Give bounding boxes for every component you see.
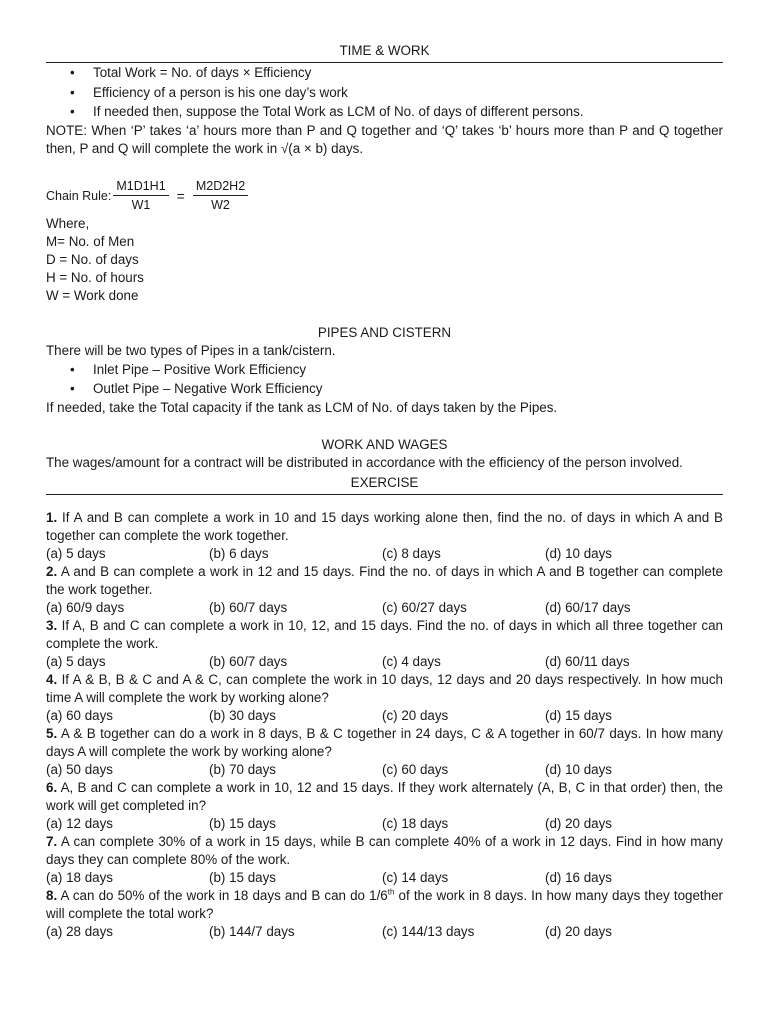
option-c: (c) 4 days xyxy=(382,653,441,669)
question-text: If A, B and C can complete a work in 10, 12, and 15 days. Find the no. of days in which all three together can complete the work. xyxy=(46,617,723,651)
where-label: Where, xyxy=(46,215,90,231)
question xyxy=(46,509,723,563)
question-text: A and B can complete a work in 12 and 15 days. Find the no. of days in which A and B together can complete the work together. xyxy=(46,563,723,597)
option-c: (c) 8 days xyxy=(382,545,441,561)
question-text-cont: of the work in 8 days. In how many days they together will complete the total work? xyxy=(46,887,723,921)
option-a: (a) 18 days xyxy=(46,869,113,885)
answer-options xyxy=(46,815,723,833)
option-c: (c) 20 days xyxy=(382,707,449,723)
section-title-wages: WORK AND WAGES xyxy=(321,436,448,452)
option-d: (d) 60/17 days xyxy=(545,599,631,615)
section-title-exercise: EXERCISE xyxy=(350,474,419,490)
fraction-numerator: M1D1H1 xyxy=(113,178,168,196)
option-b: (b) 60/7 days xyxy=(209,653,288,669)
option-a: (a) 28 days xyxy=(46,923,113,939)
pipes-intro: There will be two types of Pipes in a tank/cistern. xyxy=(46,342,336,358)
fraction-numerator: M2D2H2 xyxy=(193,178,248,196)
section-title-pipes: PIPES AND CISTERN xyxy=(317,324,452,340)
document-page xyxy=(46,42,723,941)
fraction-right xyxy=(193,178,248,213)
option-b: (b) 70 days xyxy=(209,761,276,777)
answer-options xyxy=(46,599,723,617)
question-text: A, B and C can complete a work in 10, 12 and 15 days. If they work alternately (A, B, C in that order) then, the work will get completed in? xyxy=(46,779,723,813)
answer-options xyxy=(46,869,723,887)
option-b: (b) 15 days xyxy=(209,869,276,885)
equals-sign: = xyxy=(176,187,185,204)
question-number: 2. xyxy=(46,563,58,579)
question-number: 3. xyxy=(46,617,58,633)
option-a: (a) 5 days xyxy=(46,653,106,669)
question xyxy=(46,671,723,725)
option-d: (d) 15 days xyxy=(545,707,612,723)
answer-options xyxy=(46,707,723,725)
answer-options xyxy=(46,545,723,563)
bullet-item: • Total Work = No. of days × Efficiency xyxy=(46,63,723,83)
question-number: 1. xyxy=(46,509,58,525)
question xyxy=(46,833,723,887)
option-a: (a) 60/9 days xyxy=(46,599,125,615)
bullet-icon: • xyxy=(70,104,75,119)
option-c: (c) 14 days xyxy=(382,869,449,885)
option-a: (a) 60 days xyxy=(46,707,113,723)
pipes-bullets xyxy=(46,360,723,399)
bullet-icon: • xyxy=(70,361,75,377)
bullet-icon: • xyxy=(70,381,75,396)
question-number: 4. xyxy=(46,671,58,687)
section-title-time-work: TIME & WORK xyxy=(339,43,430,58)
wages-text: The wages/amount for a contract will be distributed in accordance with the efficiency of the person involved. xyxy=(46,454,683,470)
option-c: (c) 60 days xyxy=(382,761,449,777)
option-c: (c) 18 days xyxy=(382,815,449,831)
option-b: (b) 15 days xyxy=(209,815,276,831)
time-work-bullets xyxy=(46,63,723,122)
definition-line: W = Work done xyxy=(46,287,139,303)
question xyxy=(46,887,723,941)
fraction-denominator: W1 xyxy=(131,198,151,212)
bullet-item: • If needed then, suppose the Total Work as LCM of No. of days of different persons. xyxy=(46,102,723,122)
chain-rule-label: Chain Rule: xyxy=(46,188,112,203)
option-a: (a) 5 days xyxy=(46,545,106,561)
option-c: (c) 144/13 days xyxy=(382,923,475,939)
question-number: 5. xyxy=(46,725,58,741)
bullet-icon: • xyxy=(70,84,75,100)
option-a: (a) 50 days xyxy=(46,761,113,777)
answer-options xyxy=(46,653,723,671)
option-d: (d) 20 days xyxy=(545,815,612,831)
pipes-note: If needed, take the Total capacity if the tank as LCM of No. of days taken by the Pipes. xyxy=(46,399,558,415)
option-d: (d) 10 days xyxy=(545,545,612,561)
definition-line: D = No. of days xyxy=(46,251,139,267)
option-b: (b) 6 days xyxy=(209,545,269,561)
option-b: (b) 144/7 days xyxy=(209,923,295,939)
question-text: A can do 50% of the work in 18 days and B can do 1/6 xyxy=(57,887,388,903)
question-text: A can complete 30% of a work in 15 days, while B can complete 40% of a work in 12 days. Find in how many days they can complete 80% of the work. xyxy=(46,833,723,867)
definition-line: M= No. of Men xyxy=(46,233,135,249)
bullet-item: • Inlet Pipe – Positive Work Efficiency xyxy=(46,360,723,380)
question-list xyxy=(46,509,723,941)
question xyxy=(46,725,723,779)
question-number: 8. xyxy=(46,887,58,903)
option-d: (d) 16 days xyxy=(545,869,612,885)
question-number: 7. xyxy=(46,833,58,849)
bullet-icon: • xyxy=(70,65,75,80)
question-number: 6. xyxy=(46,779,58,795)
time-work-note: NOTE: When ‘P’ takes ‘a’ hours more than P and Q together and ‘Q’ takes ‘b’ hours more than P and Q together then, P and Q will complete the work in √(a × b) days. xyxy=(46,122,723,156)
option-a: (a) 12 days xyxy=(46,815,113,831)
question xyxy=(46,617,723,671)
option-d: (d) 20 days xyxy=(545,923,612,939)
fraction-left xyxy=(113,178,168,213)
bullet-item: • Efficiency of a person is his one day’s work xyxy=(46,83,723,103)
question-text: If A and B can complete a work in 10 and 15 days working alone then, find the no. of days in which A and B together can complete the work together. xyxy=(46,509,723,543)
option-d: (d) 10 days xyxy=(545,761,612,777)
option-b: (b) 60/7 days xyxy=(209,599,288,615)
question-text: If A & B, B & C and A & C, can complete the work in 10 days, 12 days and 20 days respectively. In how much time A will complete the work by working alone? xyxy=(46,671,723,705)
chain-rule-formula xyxy=(46,177,723,215)
answer-options xyxy=(46,761,723,779)
question xyxy=(46,779,723,833)
superscript-th: th xyxy=(387,887,395,897)
bullet-item: • Outlet Pipe – Negative Work Efficiency xyxy=(46,379,723,399)
question-text: A & B together can do a work in 8 days, B & C together in 24 days, C & A together in 60/7 days. In how many days A will complete the work by working alone? xyxy=(46,725,723,759)
definition-line: H = No. of hours xyxy=(46,269,144,285)
option-c: (c) 60/27 days xyxy=(382,599,467,615)
option-d: (d) 60/11 days xyxy=(545,653,630,669)
option-b: (b) 30 days xyxy=(209,707,276,723)
fraction-denominator: W2 xyxy=(211,198,230,212)
exercise-divider xyxy=(46,494,723,495)
question xyxy=(46,563,723,617)
answer-options xyxy=(46,923,723,941)
